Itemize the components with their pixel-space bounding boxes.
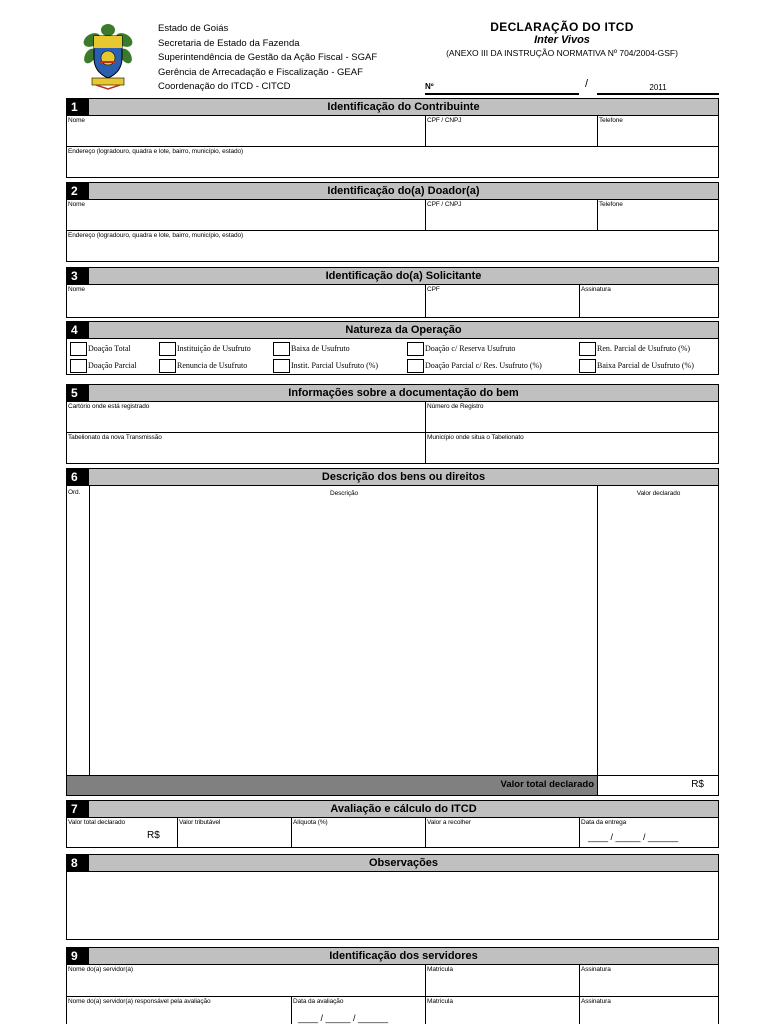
checkbox-box[interactable] (70, 359, 87, 373)
field-telefone[interactable] (597, 116, 718, 146)
field-numero-registro[interactable] (425, 402, 718, 432)
declaration-number-field[interactable] (425, 80, 719, 96)
checkbox-box[interactable] (579, 359, 596, 373)
checkbox-box[interactable] (159, 342, 176, 356)
section-header (66, 182, 719, 200)
section-title: Identificação dos servidores (329, 950, 478, 962)
section-number: 6 (66, 468, 89, 486)
field-assinatura[interactable] (579, 965, 718, 996)
section-servidores (66, 947, 719, 1024)
header-agency-block (158, 22, 377, 95)
agency-line: Estado de Goiás (158, 23, 229, 34)
field-nome[interactable] (67, 200, 425, 230)
field-label: CPF / CNPJ (427, 201, 462, 208)
bens-total-row (66, 776, 719, 796)
field-label: Nome (68, 286, 85, 293)
section-number: 8 (66, 854, 89, 872)
section-title: Observações (368, 857, 439, 869)
field-label: Cartório onde está registrado (68, 403, 150, 410)
field-servidor-responsavel[interactable] (67, 997, 291, 1024)
option-label: Doação Parcial c/ Res. Usufruto (%) (425, 361, 542, 370)
option-label: Doação Parcial (88, 361, 137, 370)
column-header: Ord. (68, 489, 81, 496)
field-matricula[interactable] (425, 997, 579, 1024)
form-row (66, 433, 719, 464)
declaration-year: 2011 (649, 83, 667, 92)
field-label: Matrícula (427, 998, 453, 1005)
section-bens (66, 468, 719, 796)
section-natureza (66, 321, 719, 375)
option-label: Renuncia de Usufruto (177, 361, 248, 370)
section-contribuinte (66, 98, 719, 178)
field-municipio-tabelionato[interactable] (425, 433, 718, 463)
field-label: Nome (68, 117, 85, 124)
form-row (66, 285, 719, 318)
column-descricao[interactable] (89, 486, 597, 775)
section-header (66, 98, 719, 116)
field-label: Nome do(a) servidor(a) (68, 966, 133, 973)
field-label: Valor a recolher (427, 819, 471, 826)
state-coat-of-arms-icon (82, 22, 134, 90)
field-label: Valor tributável (179, 819, 221, 826)
form-row (66, 200, 719, 231)
agency-line: Superintendência de Gestão da Ação Fiscal - SGAF (158, 52, 378, 63)
column-header: Descrição (330, 490, 358, 497)
form-row (66, 997, 719, 1024)
field-cpf-cnpj[interactable] (425, 200, 597, 230)
currency-label: R$ (147, 830, 160, 841)
form-row (66, 818, 719, 848)
field-label: Nome (68, 201, 85, 208)
number-blank (425, 93, 579, 95)
option-label: Baixa de Usufruto (291, 344, 350, 353)
checkbox-box[interactable] (273, 342, 290, 356)
option-label: Instituição de Usufruto (177, 344, 251, 353)
section-observacoes (66, 854, 719, 940)
section-header (66, 321, 719, 339)
checkbox-box[interactable] (579, 342, 596, 356)
field-endereco[interactable] (66, 147, 719, 178)
field-cpf-cnpj[interactable] (425, 116, 597, 146)
section-header (66, 384, 719, 402)
document-title-block (420, 20, 704, 58)
bens-table (66, 486, 719, 776)
section-title: Informações sobre a documentação do bem (288, 387, 519, 399)
agency-line: Secretaria de Estado da Fazenda (158, 37, 300, 49)
date-blanks: ____ / _____ / ______ (588, 832, 679, 842)
column-ord[interactable] (67, 486, 89, 775)
form-row (66, 402, 719, 433)
option-label: Instit. Parcial Usufruto (%) (291, 361, 379, 370)
section-title: Identificação do(a) Doador(a) (327, 185, 480, 197)
field-label: Assinatura (581, 286, 611, 293)
field-label: Assinatura (581, 966, 611, 973)
total-currency: R$ (691, 779, 704, 790)
section-header (66, 267, 719, 285)
field-aliquota[interactable] (291, 818, 425, 847)
field-endereco[interactable] (66, 231, 719, 262)
form-row (66, 965, 719, 997)
agency-line: Coordenação do ITCD - CITCD (158, 81, 291, 92)
field-data-avaliacao[interactable] (291, 997, 425, 1024)
field-label: Endereço (logradouro, quadra e lote, bairro, município, estado) (68, 232, 244, 239)
column-header: Valor declarado (636, 490, 681, 497)
field-valor-tributavel[interactable] (177, 818, 291, 847)
option-label: Ren. Parcial de Usufruto (%) (597, 344, 691, 353)
field-tabelionato[interactable] (67, 433, 425, 463)
field-cartorio[interactable] (67, 402, 425, 432)
field-nome-servidor[interactable] (67, 965, 425, 996)
field-label: Matrícula (427, 966, 453, 973)
field-data-entrega[interactable] (579, 818, 718, 847)
section-title: Natureza da Operação (345, 324, 462, 336)
field-assinatura[interactable] (579, 285, 718, 317)
section-title: Descrição dos bens ou direitos (321, 471, 486, 483)
section-title: Avaliação e cálculo do ITCD (330, 803, 477, 815)
field-label: Assinatura (581, 998, 611, 1005)
section-number: 3 (66, 267, 89, 285)
section-header (66, 854, 719, 872)
document-subtitle: Inter Vivos (534, 34, 590, 46)
field-label: CPF / CNPJ (427, 117, 462, 124)
checkbox-box[interactable] (407, 342, 424, 356)
operation-options (66, 339, 719, 375)
field-nome[interactable] (67, 116, 425, 146)
document-annex: (ANEXO III DA INSTRUÇÃO NORMATIVA Nº 704/2004-GSF) (446, 48, 678, 58)
field-label: Data da avaliação (293, 998, 344, 1005)
checkbox-box[interactable] (70, 342, 87, 356)
field-label: Endereço (logradouro, quadra e lote, bairro, município, estado) (68, 148, 244, 155)
section-doador (66, 182, 719, 262)
field-label: Município onde situa o Tabelionato (427, 434, 524, 441)
checkbox-box[interactable] (407, 359, 424, 373)
number-label: Nº (425, 82, 434, 91)
total-label: Valor total declarado (500, 779, 594, 790)
observacoes-textarea[interactable] (66, 872, 719, 940)
section-header (66, 468, 719, 486)
option-label: Doação c/ Reserva Usufruto (425, 344, 516, 353)
field-label: Telefone (599, 201, 623, 208)
checkbox-box[interactable] (159, 359, 176, 373)
field-label: CPF (427, 286, 440, 293)
section-solicitante (66, 267, 719, 318)
field-telefone[interactable] (597, 200, 718, 230)
option-label: Doação Total (88, 344, 131, 353)
section-title: Identificação do(a) Solicitante (325, 270, 482, 282)
section-number: 1 (66, 98, 89, 116)
number-slash: / (585, 78, 589, 90)
field-label: Telefone (599, 117, 623, 124)
field-valor-recolher[interactable] (425, 818, 579, 847)
field-label: Alíquota (%) (293, 819, 328, 826)
section-title: Identificação do Contribuinte (327, 101, 480, 113)
column-valor-declarado[interactable] (597, 486, 718, 775)
field-cpf[interactable] (425, 285, 579, 317)
section-number: 7 (66, 800, 89, 818)
form-row (66, 116, 719, 147)
field-label: Tabelionato da nova Transmissão (68, 434, 162, 441)
section-documentacao (66, 384, 719, 464)
year-blank (597, 93, 719, 95)
section-number: 4 (66, 321, 89, 339)
date-blanks: ____ / _____ / ______ (298, 1013, 389, 1023)
field-label: Número de Registro (427, 403, 484, 410)
field-label: Data da entrega (581, 819, 627, 826)
field-assinatura[interactable] (579, 997, 718, 1024)
section-header (66, 947, 719, 965)
field-matricula[interactable] (425, 965, 579, 996)
field-valor-total-declarado[interactable] (67, 818, 177, 847)
option-label: Baixa Parcial de Usufruto (%) (597, 361, 694, 370)
section-number: 5 (66, 384, 89, 402)
agency-line: Gerência de Arrecadação e Fiscalização - GEAF (158, 66, 363, 78)
field-label: Nome do(a) servidor(a) responsável pela avaliação (68, 998, 211, 1005)
field-nome[interactable] (67, 285, 425, 317)
checkbox-box[interactable] (273, 359, 290, 373)
document-title: DECLARAÇÃO DO ITCD (490, 20, 634, 34)
section-number: 9 (66, 947, 89, 965)
section-calculo (66, 800, 719, 848)
section-header (66, 800, 719, 818)
field-label: Valor total declarado (68, 819, 126, 826)
section-number: 2 (66, 182, 89, 200)
